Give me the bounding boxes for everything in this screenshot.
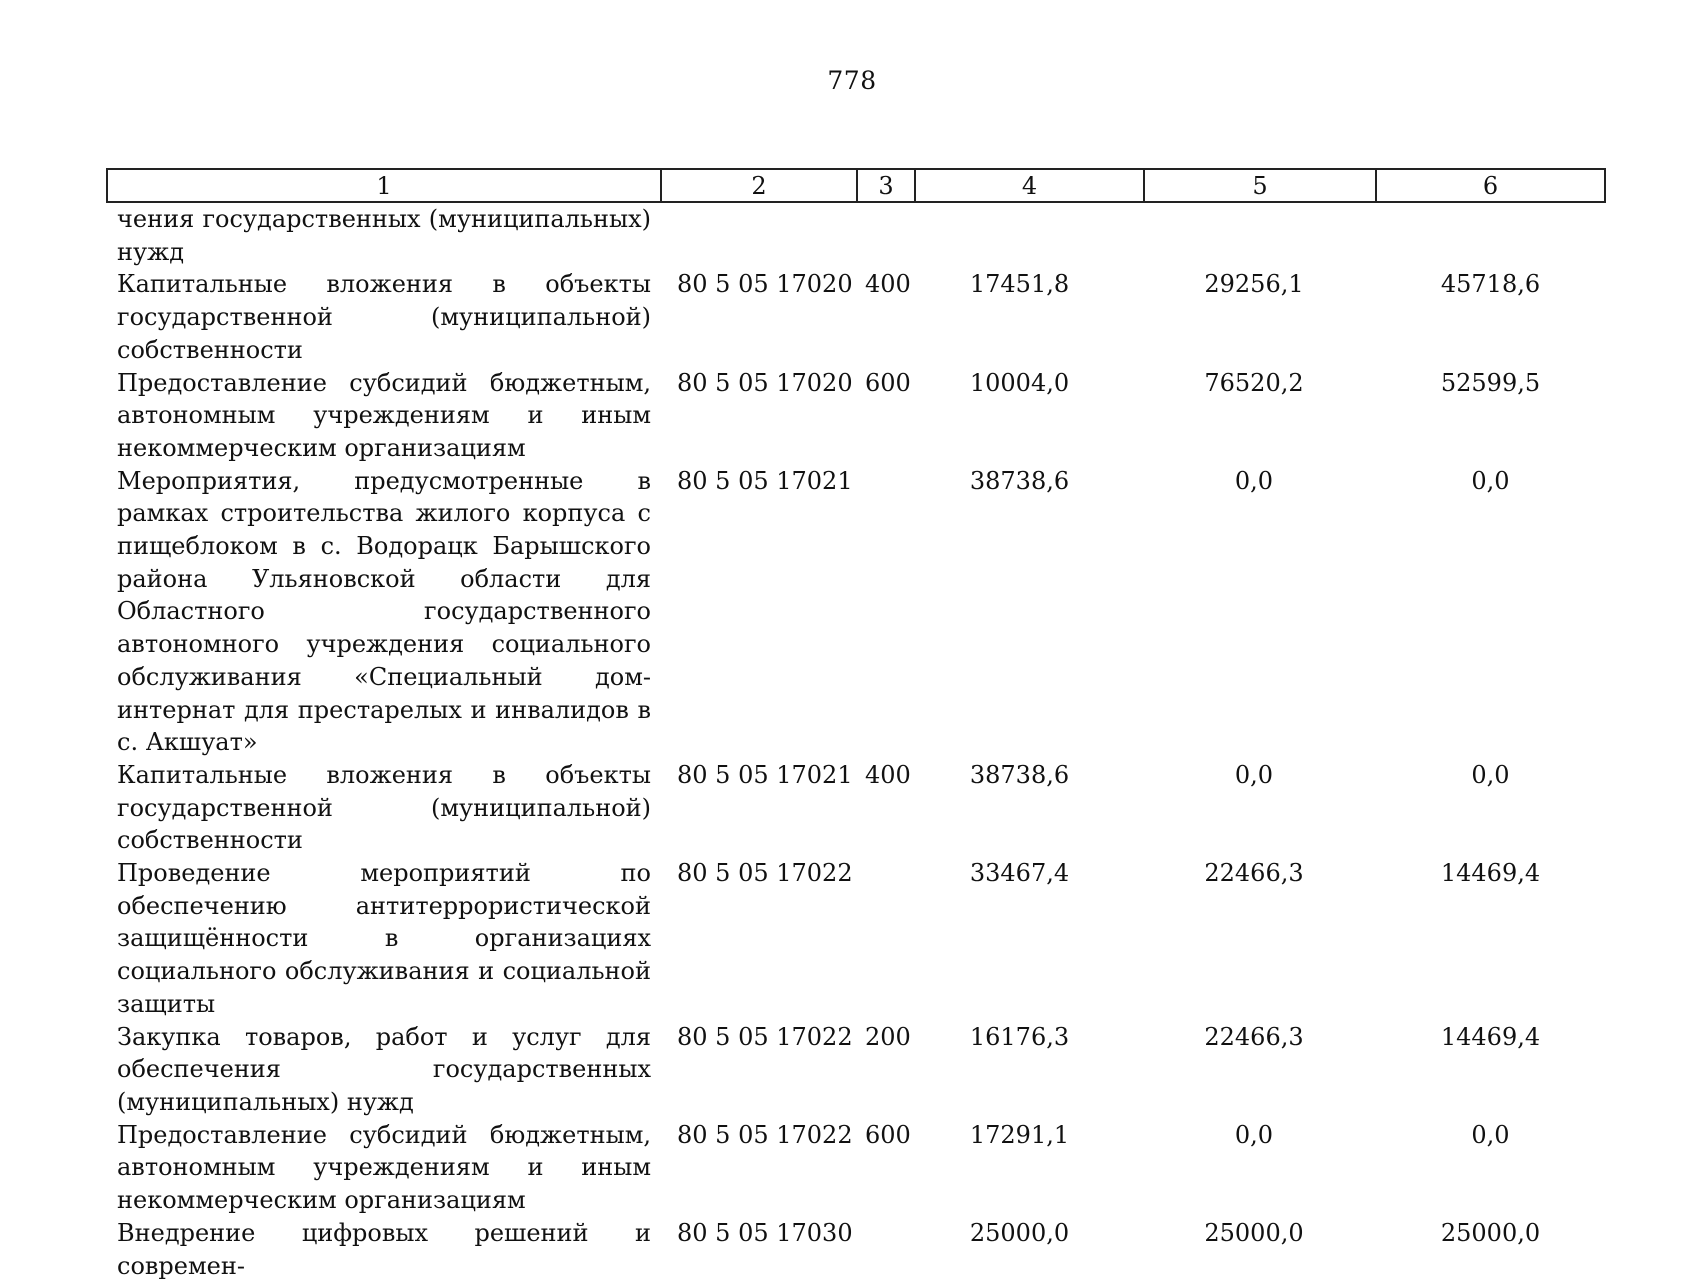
row-value-6 — [1376, 1217, 1605, 1282]
row-value-5-text: 0,0 — [1234, 466, 1274, 495]
row-expense-type: 400 — [865, 270, 911, 299]
row-code: 80 5 05 17020 — [677, 270, 853, 299]
row-value-4 — [915, 202, 1144, 268]
row-value-5 — [1144, 465, 1376, 759]
row-value-5-text: 76520,2 — [1204, 368, 1304, 397]
row-value-6 — [1376, 202, 1605, 268]
row-code: 80 5 05 17021 — [677, 466, 853, 495]
page-number: 778 — [827, 66, 877, 95]
row-value-6-text: 0,0 — [1471, 1120, 1510, 1149]
header-cell-4: 4 — [915, 169, 1144, 202]
row-value-4 — [915, 1119, 1144, 1217]
row-name: Предоставление субсидий бюджетным, автономным учреждениям и иным некоммерческим организациям — [117, 1120, 651, 1215]
row-code: 80 5 05 17022 — [677, 1022, 853, 1051]
row-name: Предоставление субсидий бюджетным, автономным учреждениям и иным некоммерческим организациям — [117, 368, 651, 462]
row-name: Капитальные вложения в объекты государственной (муниципальной) собственности — [117, 760, 651, 855]
row-code: 80 5 05 17022 — [677, 1120, 853, 1149]
row-expense-type: 200 — [865, 1022, 911, 1051]
row-expense-type: 600 — [865, 368, 911, 397]
row-value-5 — [1144, 268, 1376, 366]
row-code: 80 5 05 17030 — [677, 1218, 853, 1247]
row-value-6 — [1376, 857, 1605, 1021]
row-value-4-text: 38738,6 — [969, 466, 1070, 495]
row-value-4-text: 33467,4 — [969, 859, 1070, 888]
row-code: 80 5 05 17022 — [677, 859, 853, 888]
header-cell-6: 6 — [1376, 169, 1605, 202]
row-value-6 — [1376, 1119, 1605, 1217]
table-body — [107, 202, 1605, 1282]
row-value-4-text: 16176,3 — [969, 1022, 1070, 1051]
row-value-5 — [1144, 1021, 1376, 1119]
row-value-6 — [1376, 367, 1605, 465]
header-row — [107, 169, 1605, 202]
row-value-5 — [1144, 1217, 1376, 1282]
header-cell-5: 5 — [1144, 169, 1376, 202]
row-code: 80 5 05 17021 — [677, 760, 853, 789]
row-value-6-text: 25000,0 — [1440, 1218, 1541, 1247]
row-value-6 — [1376, 1021, 1605, 1119]
row-expense-type — [857, 202, 915, 268]
row-value-5 — [1144, 759, 1376, 857]
row-value-6-text: 14469,4 — [1440, 1022, 1541, 1051]
row-expense-type: 600 — [865, 1120, 911, 1149]
row-name: Внедрение цифровых решений и современ- — [117, 1218, 651, 1280]
row-expense-type — [857, 1217, 915, 1282]
row-expense-type: 400 — [865, 760, 911, 789]
row-code — [661, 202, 857, 268]
table-row — [107, 1217, 1605, 1282]
row-value-4-text: 17451,8 — [969, 270, 1070, 299]
row-code: 80 5 05 17020 — [677, 368, 853, 397]
row-value-4-text: 10004,0 — [969, 368, 1070, 397]
row-value-6 — [1376, 268, 1605, 366]
row-name: Закупка товаров, работ и услуг для обеспечения государственных (муниципальных) нужд — [117, 1022, 651, 1116]
row-value-4 — [915, 1021, 1144, 1119]
table-row — [107, 268, 1605, 366]
row-value-5 — [1144, 202, 1376, 268]
row-value-6 — [1376, 465, 1605, 759]
table-row — [107, 857, 1605, 1021]
header-cell-3: 3 — [857, 169, 915, 202]
row-value-5 — [1144, 1119, 1376, 1217]
table-row — [107, 1021, 1605, 1119]
table-row — [107, 1119, 1605, 1217]
row-value-6-text: 14469,4 — [1440, 859, 1541, 888]
row-value-6 — [1376, 759, 1605, 857]
row-value-6-text: 0,0 — [1471, 760, 1510, 789]
row-value-4 — [915, 268, 1144, 366]
row-value-4 — [915, 465, 1144, 759]
row-name: чения государственных (муниципальных) нужд — [117, 205, 651, 266]
row-value-5 — [1144, 367, 1376, 465]
row-value-5-text: 0,0 — [1234, 1120, 1274, 1149]
row-value-6-text: 45718,6 — [1440, 270, 1541, 299]
row-expense-type — [857, 857, 915, 1021]
header-cell-2: 2 — [661, 169, 857, 202]
row-value-4-text: 25000,0 — [969, 1218, 1070, 1247]
row-value-5-text: 0,0 — [1234, 760, 1274, 789]
row-value-4 — [915, 367, 1144, 465]
header-cell-1: 1 — [107, 169, 661, 202]
row-name: Капитальные вложения в объекты государственной (муниципальной) собственности — [117, 270, 651, 364]
budget-table — [106, 168, 1606, 1282]
row-name: Мероприятия, предусмотренные в рамках строительства жилого корпуса с пищеблоком в с. Водорацк Барышского района Ульяновской области для Областного государственного автономного учреждения социального обслуживания «Специальный дом-интернат для престарелых и инвалидов в с. Акшуат» — [117, 466, 651, 757]
row-value-5-text: 29256,1 — [1204, 270, 1304, 299]
row-value-4 — [915, 759, 1144, 857]
row-value-6-text: 0,0 — [1471, 466, 1510, 495]
row-value-4 — [915, 1217, 1144, 1282]
table-row — [107, 465, 1605, 759]
row-value-4-text: 38738,6 — [969, 760, 1070, 789]
table-row — [107, 367, 1605, 465]
row-value-6-text: 52599,5 — [1440, 368, 1541, 397]
row-value-5-text: 22466,3 — [1204, 859, 1304, 888]
row-value-5 — [1144, 857, 1376, 1021]
row-value-5-text: 22466,3 — [1204, 1022, 1304, 1051]
table-row — [107, 759, 1605, 857]
row-value-4 — [915, 857, 1144, 1021]
row-name: Проведение мероприятий по обеспечению антитеррористической защищённости в организациях социального обслуживания и социальной защиты — [117, 859, 651, 1018]
table-row — [107, 202, 1605, 268]
table-header — [107, 169, 1605, 202]
row-value-4-text: 17291,1 — [969, 1120, 1070, 1149]
row-value-5-text: 25000,0 — [1204, 1218, 1304, 1247]
row-expense-type — [857, 465, 915, 759]
